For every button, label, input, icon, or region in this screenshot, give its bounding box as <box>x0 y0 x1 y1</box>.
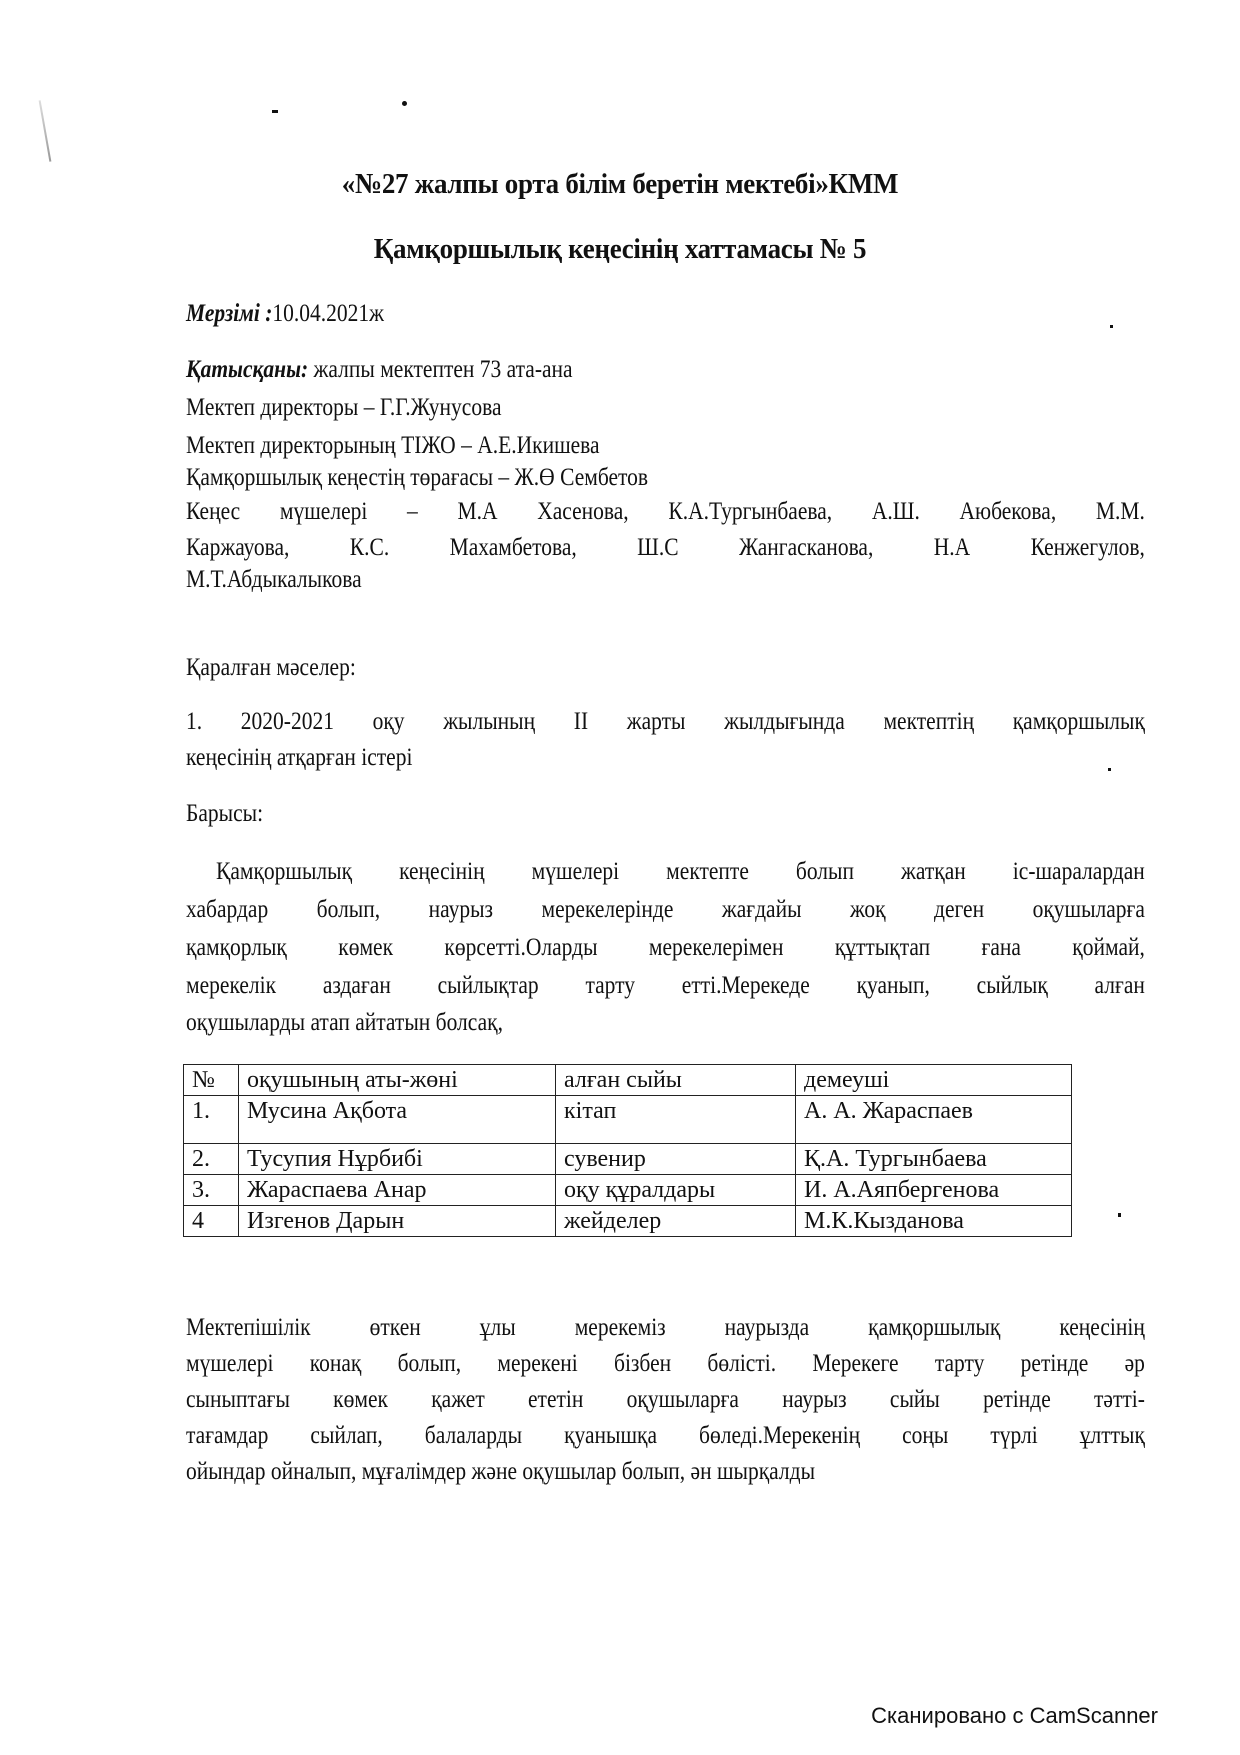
school-title: «№27 жалпы орта білім беретін мектебі»КММ <box>341 168 899 200</box>
scan-artifact <box>39 100 52 161</box>
header-gift: алған сыйы <box>556 1065 796 1096</box>
protocol-title: Қамқоршылық кеңесінің хаттамасы № 5 <box>373 233 867 265</box>
table-row <box>184 1175 1072 1206</box>
closing-para-line: сыныптағы көмек қажет ететін оқушыларға наурыз сыйы ретінде тәтті- <box>186 1386 1145 1413</box>
cell-sponsor: Қ.А. Тургынбаева <box>796 1144 1072 1175</box>
cell-sponsor: М.К.Кызданова <box>796 1206 1072 1237</box>
cell-gift: оқу құралдары <box>556 1175 796 1206</box>
header-sponsor: демеуші <box>796 1065 1072 1096</box>
table-header-row <box>184 1065 1072 1096</box>
chair-line: Қамқоршылық кеңестің төрағасы – Ж.Ө Сембетов <box>186 464 649 491</box>
progress-para-line: Қамқоршылық кеңесінің мүшелері мектепте болып жатқан іс-шаралардан <box>216 858 1145 885</box>
scan-speck <box>1110 325 1113 328</box>
attendees <box>186 356 573 384</box>
cell-student-name: Изгенов Дарын <box>239 1206 556 1237</box>
cell-student-name: Мусина Ақбота <box>239 1096 556 1144</box>
deputy-line: Мектеп директорының ТІЖО – А.Е.Икишева <box>186 432 600 459</box>
cell-gift: кітап <box>556 1096 796 1144</box>
progress-para-line: мерекелік аздаған сыйлықтар тарту етті.Мерекеде қуанып, сыйлық алған <box>186 972 1145 999</box>
cell-student-name: Жараспаева Анар <box>239 1175 556 1206</box>
closing-para-line: мүшелері конақ болып, мерекені бізбен бөлісті. Мерекеге тарту ретінде әр <box>186 1350 1145 1377</box>
attendees-value: жалпы мектептен 73 ата-ана <box>313 356 573 383</box>
attendees-label: Қатысқаны: <box>186 356 309 383</box>
scan-speck <box>1118 1213 1121 1217</box>
header-student-name: оқушының аты-жөні <box>239 1065 556 1096</box>
progress-para-line: хабардар болып, наурыз мерекелерінде жағдайы жоқ деген оқушыларға <box>186 896 1145 923</box>
table-row <box>184 1144 1072 1175</box>
cell-number: 1. <box>184 1096 239 1144</box>
scan-speck <box>1108 768 1111 771</box>
agenda-item-1-line-1: 1. 2020-2021 оқу жылының II жарты жылдығында мектептің қамқоршылық <box>186 708 1145 735</box>
progress-para-line: қамқорлық көмек көрсетті.Оларды мерекелерімен құттықтап ғана қоймай, <box>186 934 1145 961</box>
header-number: № <box>184 1065 239 1096</box>
members-line-1: Кеңес мүшелері – М.А Хасенова, К.А.Тургынбаева, А.Ш. Аюбекова, М.М. <box>186 498 1145 525</box>
meeting-date <box>186 300 384 328</box>
table-row <box>184 1206 1072 1237</box>
scan-speck <box>272 110 278 113</box>
gifts-table <box>183 1064 1072 1237</box>
cell-number: 3. <box>184 1175 239 1206</box>
cell-sponsor: А. А. Жараспаев <box>796 1096 1072 1144</box>
progress-label: Барысы: <box>186 800 264 827</box>
date-value: 10.04.2021ж <box>272 300 385 327</box>
closing-para-line: ойындар ойналып, мұғалімдер және оқушылар болып, ән шырқалды <box>186 1458 816 1485</box>
cell-number: 2. <box>184 1144 239 1175</box>
cell-student-name: Тусупия Нұрбибі <box>239 1144 556 1175</box>
members-line-3: М.Т.Абдыкалыкова <box>186 566 362 593</box>
agenda-label: Қаралған мәселер: <box>186 654 356 681</box>
scan-speck <box>402 101 407 106</box>
members-line-2: Каржауова, К.С. Махамбетова, Ш.С Жангасканова, Н.А Кенжегулов, <box>186 534 1145 561</box>
camscanner-watermark: Сканировано с CamScanner <box>871 1703 1158 1728</box>
cell-number: 4 <box>184 1206 239 1237</box>
closing-para-line: тағамдар сыйлап, балаларды қуанышқа бөледі.Мерекенің соңы түрлі ұлттық <box>186 1422 1145 1449</box>
cell-gift: жейделер <box>556 1206 796 1237</box>
table-row <box>184 1096 1072 1144</box>
director-line: Мектеп директоры – Г.Г.Жунусова <box>186 394 502 421</box>
agenda-item-1-line-2: кеңесінің атқарған істері <box>186 744 413 771</box>
progress-para-line: оқушыларды атап айтатын болсақ, <box>186 1009 503 1036</box>
cell-gift: сувенир <box>556 1144 796 1175</box>
date-label: Мерзімі : <box>186 300 273 327</box>
closing-para-line: Мектепішілік өткен ұлы мерекеміз наурызда қамқоршылық кеңесінің <box>186 1314 1145 1341</box>
cell-sponsor: И. А.Аяпбергенова <box>796 1175 1072 1206</box>
